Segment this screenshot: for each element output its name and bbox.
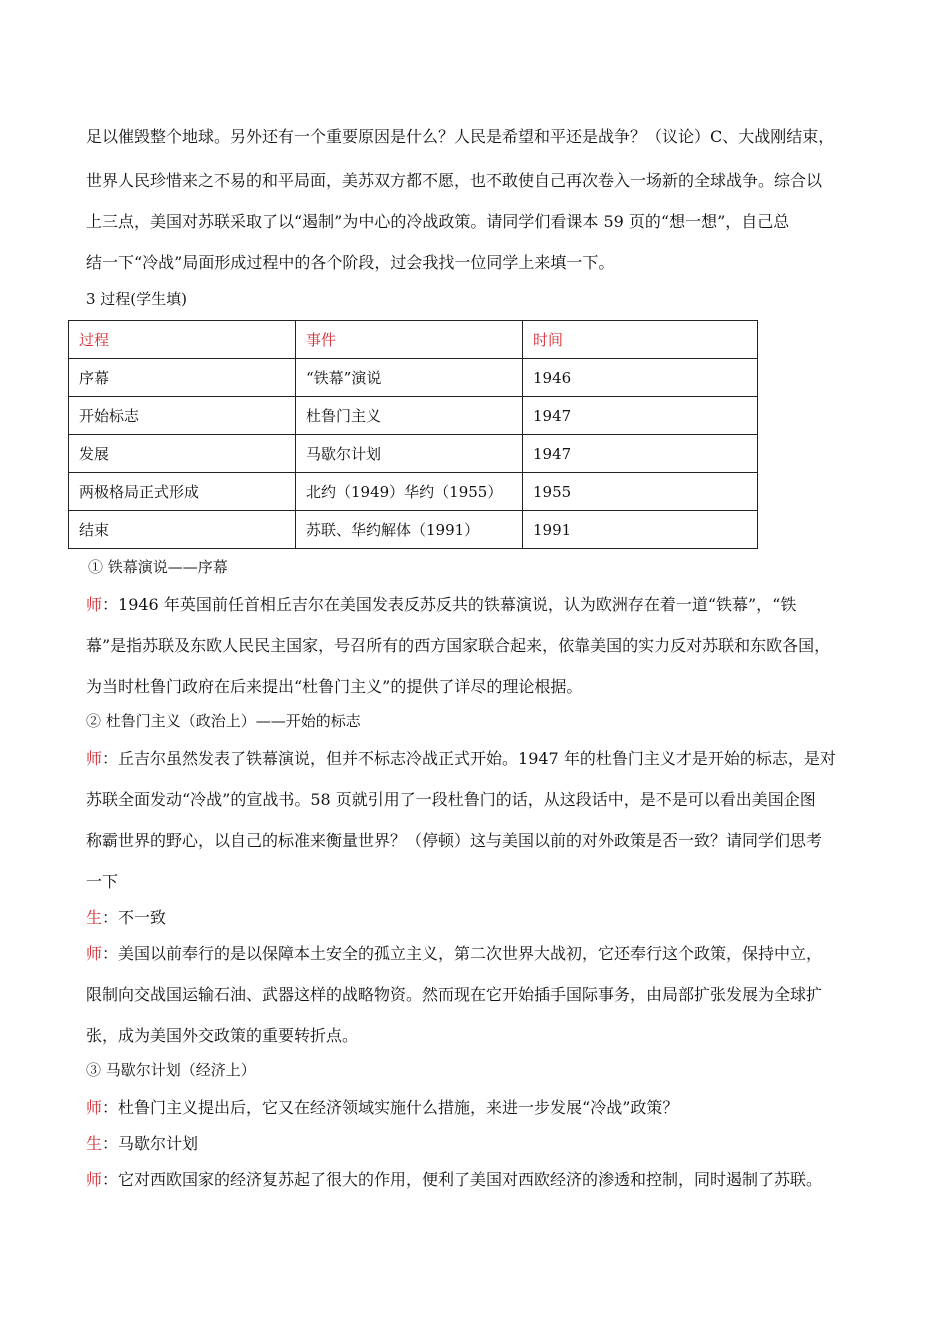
table-row — [69, 511, 758, 549]
table-cell: 序幕 — [69, 359, 296, 397]
table-cell: 苏联、华约解体（1991） — [296, 511, 523, 549]
speaker-label-teacher: 师 — [86, 595, 103, 614]
intro-line-3: 上三点，美国对苏联采取了以“遏制”为中心的冷战政策。请同学们看课本 59 页的“想一想”，自己总 — [86, 212, 790, 231]
speaker-label-student: 生 — [86, 1134, 103, 1153]
item1-teacher-line-2: 幕”是指苏联及东欧人民民主国家，号召所有的西方国家联合起来，依靠美国的实力反对苏联和东欧各国， — [86, 636, 831, 655]
item3-teacher-line — [86, 1095, 678, 1118]
table-cell: 杜鲁门主义 — [296, 397, 523, 435]
table-cell: 发展 — [69, 435, 296, 473]
item2-teacher-line-3: 称霸世界的野心，以自己的标准来衡量世界？（停顿）这与美国以前的对外政策是否一致？请同学们思考 — [86, 831, 823, 850]
table-cell: 马歇尔计划 — [296, 435, 523, 473]
table-row — [69, 397, 758, 435]
dialogue-text: ：杜鲁门主义提出后，它又在经济领域实施什么措施，来进一步发展“冷战”政策？ — [102, 1098, 679, 1117]
item1-teacher-line-3: 为当时杜鲁门政府在后来提出“杜鲁门主义”的提供了详尽的理论根据。 — [86, 677, 583, 696]
item2-teacher-line-1 — [86, 746, 836, 769]
section-title: 3 过程(学生填) — [86, 290, 188, 308]
table-row — [69, 435, 758, 473]
table-cell: 1947 — [523, 435, 758, 473]
item1-teacher-line-1 — [86, 592, 796, 615]
table-row — [69, 473, 758, 511]
table-cell: 北约（1949）华约（1955） — [296, 473, 523, 511]
item2-teacher2-line-2: 限制向交战国运输石油、武器这样的战略物资。然而现在它开始插手国际事务，由局部扩张发展为全球扩 — [86, 985, 823, 1004]
intro-line-4: 结一下“冷战”局面形成过程中的各个阶段，过会我找一位同学上来填一下。 — [86, 253, 615, 272]
item3-teacher2-line — [86, 1167, 822, 1190]
item2-heading: ② 杜鲁门主义（政治上）——开始的标志 — [86, 712, 361, 730]
process-table — [68, 320, 758, 549]
table-cell: 1947 — [523, 397, 758, 435]
table-cell: 1946 — [523, 359, 758, 397]
item2-teacher2-line-3: 张，成为美国外交政策的重要转折点。 — [86, 1026, 359, 1045]
dialogue-text: ：1946 年英国前任首相丘吉尔在美国发表反苏反共的铁幕演说，认为欧洲存在着一道“铁幕”，“铁 — [102, 595, 797, 614]
intro-line-2: 世界人民珍惜来之不易的和平局面，美苏双方都不愿，也不敢使自己再次卷入一场新的全球战争。综合以 — [86, 171, 823, 190]
header-cell-event: 事件 — [296, 321, 523, 359]
dialogue-text: ：不一致 — [102, 908, 167, 927]
speaker-label-teacher: 师 — [86, 1170, 103, 1189]
intro-line-1: 足以催毁整个地球。另外还有一个重要原因是什么？人民是希望和平还是战争？（议论）C、大战刚结束， — [86, 127, 835, 146]
speaker-label-teacher: 师 — [86, 749, 103, 768]
table-cell: 结束 — [69, 511, 296, 549]
speaker-label-teacher: 师 — [86, 944, 103, 963]
item3-student-line — [86, 1131, 198, 1154]
item3-heading: ③ 马歇尔计划（经济上） — [86, 1061, 256, 1079]
table-cell: “铁幕”演说 — [296, 359, 523, 397]
header-cell-process: 过程 — [69, 321, 296, 359]
speaker-label-teacher: 师 — [86, 1098, 103, 1117]
dialogue-text: ：丘吉尔虽然发表了铁幕演说，但并不标志冷战正式开始。1947 年的杜鲁门主义才是开始的标志，是对 — [102, 749, 836, 768]
item2-teacher-line-2: 苏联全面发动“冷战”的宣战书。58 页就引用了一段杜鲁门的话，从这段话中，是不是可以看出美国企图 — [86, 790, 816, 809]
dialogue-text: ：它对西欧国家的经济复苏起了很大的作用，便利了美国对西欧经济的渗透和控制，同时遏制了苏联。 — [102, 1170, 823, 1189]
table-cell: 开始标志 — [69, 397, 296, 435]
table-header-row — [69, 321, 758, 359]
item2-teacher2-line-1 — [86, 941, 822, 964]
dialogue-text: ：美国以前奉行的是以保障本土安全的孤立主义，第二次世界大战初，它还奉行这个政策，保持中立， — [102, 944, 823, 963]
item2-student-line — [86, 905, 166, 928]
speaker-label-student: 生 — [86, 908, 103, 927]
table-row — [69, 359, 758, 397]
dialogue-text: ：马歇尔计划 — [102, 1134, 199, 1153]
item1-heading: ① 铁幕演说——序幕 — [88, 558, 228, 576]
table-cell: 1955 — [523, 473, 758, 511]
item2-teacher-line-4: 一下 — [86, 872, 119, 891]
header-cell-time: 时间 — [523, 321, 758, 359]
table-cell: 两极格局正式形成 — [69, 473, 296, 511]
table-cell: 1991 — [523, 511, 758, 549]
